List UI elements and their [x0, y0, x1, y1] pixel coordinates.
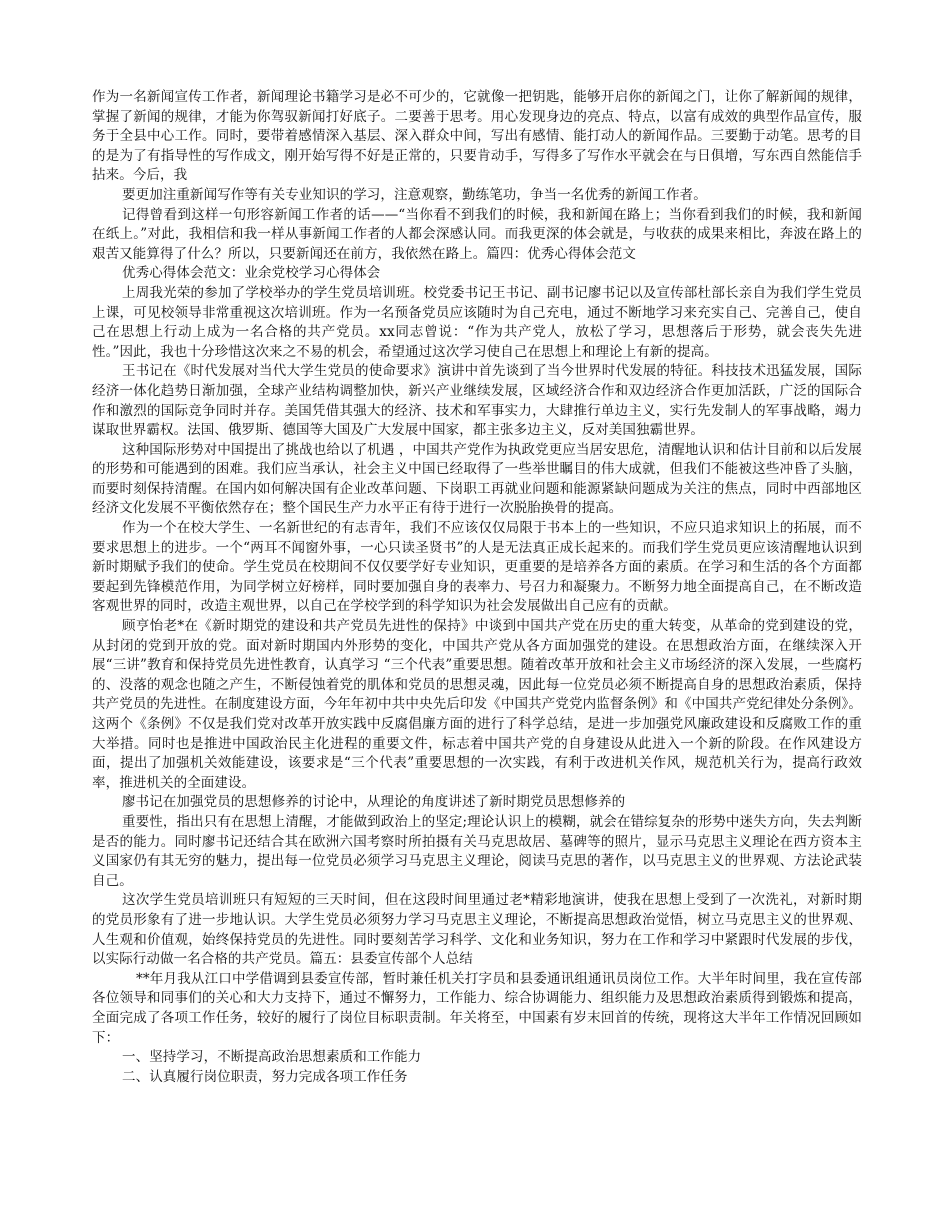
paragraph: 廖书记在加强党员的思想修养的讨论中，从理论的角度讲述了新时期党员思想修养的: [122, 794, 626, 811]
document-body: [92, 88, 862, 1087]
paragraph: 要更加注重新闻写作等有关专业知识的学习，注意观察，勤练笔功，争当一名优秀的新闻工作者。: [122, 186, 707, 203]
list-item: 一、坚持学习，不断提高政治思想素质和工作能力: [122, 1049, 422, 1066]
paragraph: 顾亨怡老*在《新时期党的建设和共产党员先进性的保持》中谈到中国共产党在历史的重大转变，从革命的党到建设的党，从封闭的党到开放的党。面对新时期国内外形势的变化，中国共产党从各方面加强党的建设。在思想政治方面，在继续深入开展“三讲”教育和保持党员先进性教育，认真学习 “三个代表”重要思想。随着改革开放和社会主义市场经济的深入发展，一些腐朽的、没落的观念也随之产生，不断侵蚀着党的肌体和党员的思想灵魂，因此每一位党员必须不断提高自身的思想政治素质，保持共产党员的先进性。在制度建设方面，今年年初中共中央先后印发《中国共产党党内监督条例》和《中国共产党纪律处分条例》。这两个《条例》不仅是我们党对改革开放实践中反腐倡廉方面的进行了科学总结，是进一步加强党风廉政建设和反腐败工作的重大举措。同时也是推进中国政治民主化进程的重要文件，标志着中国共产党的自身建设从此进入一个新的阶段。在作风建设方面，提出了加强机关效能建设，该要求是“三个代表”重要思想的一次实践，有利于改进机关作风，规范机关行为，提高行政效率，推进机关的全面建设。: [92, 618, 862, 791]
paragraph: 作为一名新闻宣传工作者，新闻理论书籍学习是必不可少的，它就像一把钥匙，能够开启你的新闻之门，让你了解新闻的规律，掌握了新闻的规律，才能为你驾驭新闻打好底子。二要善于思考。用心发现身边的亮点、特点，以富有成效的典型作品宣传，服务于全县中心工作。同时，要带着感情深入基层、深入群众中间，写出有感情、能打动人的新闻作品。三要勤于动笔。思考的目的是为了有指导性的写作成文，刚开始写得不好是正常的，只要肯动手，写得多了写作水平就会在与日俱增，写东西自然能信手拈来。今后，我: [92, 89, 862, 184]
paragraph: 这次学生党员培训班只有短短的三天时间，但在这段时间里通过老*精彩地演讲，使我在思想上受到了一次洗礼，对新时期的党员形象有了进一步地认识。大学生党员必须努力学习马克思主义理论，不断提高思想政治觉悟，树立马克思主义的世界观、人生观和价值观，始终保持党员的先进性。同时要刻苦学习科学、文化和业务知识，努力在工作和学习中紧跟时代发展的步伐，以实际行动做一名合格的共产党员。篇五：县委宣传部个人总结: [92, 892, 862, 968]
paragraph: **年月我从江口中学借调到县委宣传部，暂时兼任机关打字员和县委通讯组通讯员岗位工作。大半年时间里，我在宣传部各位领导和同事们的关心和大力支持下，通过不懈努力，工作能力、综合协调能力、组织能力及思想政治素质得到锻炼和提高，全面完成了各项工作任务，较好的履行了岗位目标职责制。年关将至，中国素有岁末回首的传统，现将这大半年工作情况回顾如下：: [92, 970, 862, 1046]
paragraph: 重要性，指出只有在思想上清醒，才能做到政治上的坚定;理论认识上的模糊，就会在错综复杂的形势中迷失方向，失去判断是否的能力。同时廖书记还结合其在欧洲六国考察时所拍摄有关马克思故居、墓碑等的照片，显示马克思主义理论在西方资本主义国家仍有其无穷的魅力，提出每一位党员必须学习马克思主义理论，阅读马克思的著作，以马克思主义的世界观、方法论武装自己。: [92, 813, 862, 889]
paragraph: 作为一个在校大学生、一名新世纪的有志青年，我们不应该仅仅局限于书本上的一些知识，不应只追求知识上的拓展，而不要求思想上的进步。一个“两耳不闻窗外事，一心只读圣贤书”的人是无法真正成长起来的。而我们学生党员更应该清醒地认识到新时期赋予我们的使命。学生党员在校期间不仅仅要学好专业知识，更重要的是培养各方面的素质。在学习和生活的各个方面都要起到先锋模范作用，为同学树立好榜样，同时要加强自身的表率力、号召力和凝聚力。不断努力地全面提高自己，在不断改造客观世界的同时，改造主观世界，以自己在学校学到的科学知识为社会发展做出自己应有的贡献。: [92, 520, 862, 615]
section-heading: 优秀心得体会范文：业余党校学习心得体会: [122, 265, 381, 282]
paragraph: 上周我光荣的参加了学校举办的学生党员培训班。校党委书记王书记、副书记廖书记以及宣传部杜部长亲自为我们学生党员上课，可见校领导非常重视这次培训班。作为一名预备党员应该随时为自己充电，通过不断地学习来充实自己、完善自己，使自己在思想上行动上成为一名合格的共产党员。xx同志曾说：“作为共产党人，放松了学习，思想落后于形势，就会丧失先进性。”因此，我也十分珍惜这次来之不易的机会，希望通过这次学习使自己在思想上和理论上有新的提高。: [92, 284, 862, 360]
paragraph: 这种国际形势对中国提出了挑战也给以了机遇 ，中国共产党作为执政党更应当居安思危，清醒地认识和估计目前和以后发展的形势和可能遇到的困难。我们应当承认，社会主义中国已经取得了一些举世瞩目的伟大成就，但我们不能被这些冲昏了头脑，而要时刻保持清醒。在国内如何解决国有企业改革问题、下岗职工再就业问题和能源紧缺问题成为关注的焦点，同时中西部地区经济文化发展不平衡依然存在；整个国民生产力水平正有待于进行一次脱胎换骨的提高。: [92, 441, 862, 517]
paragraph: 记得曾看到这样一句形容新闻工作者的话——“当你看不到我们的时候，我和新闻在路上；当你看到我们的时候，我和新闻在纸上。”对此，我相信和我一样从事新闻工作者的人都会深感认同。而我更深的体会就是，与收获的成果来相比，奔波在路上的艰苦又能算得了什么？所以，只要新闻还在前方，我依然在路上。篇四：优秀心得体会范文: [92, 206, 862, 262]
list-item: 二、认真履行岗位职责，努力完成各项工作任务: [122, 1068, 408, 1085]
paragraph: 王书记在《时代发展对当代大学生党员的使命要求》演讲中首先谈到了当今世界时代发展的特征。科技技术迅猛发展，国际经济一体化趋势日渐加强，全球产业结构调整加快，新兴产业继续发展，区域经济合作和双边经济合作更加活跃，广泛的国际合作和激烈的国际竞争同时并存。美国凭借其强大的经济、技术和军事实力，大肆推行单边主义，实行先发制人的军事战略，竭力谋取世界霸权。法国、俄罗斯、德国等大国及广大发展中国家，都主张多边主义，反对美国独霸世界。: [92, 363, 862, 439]
